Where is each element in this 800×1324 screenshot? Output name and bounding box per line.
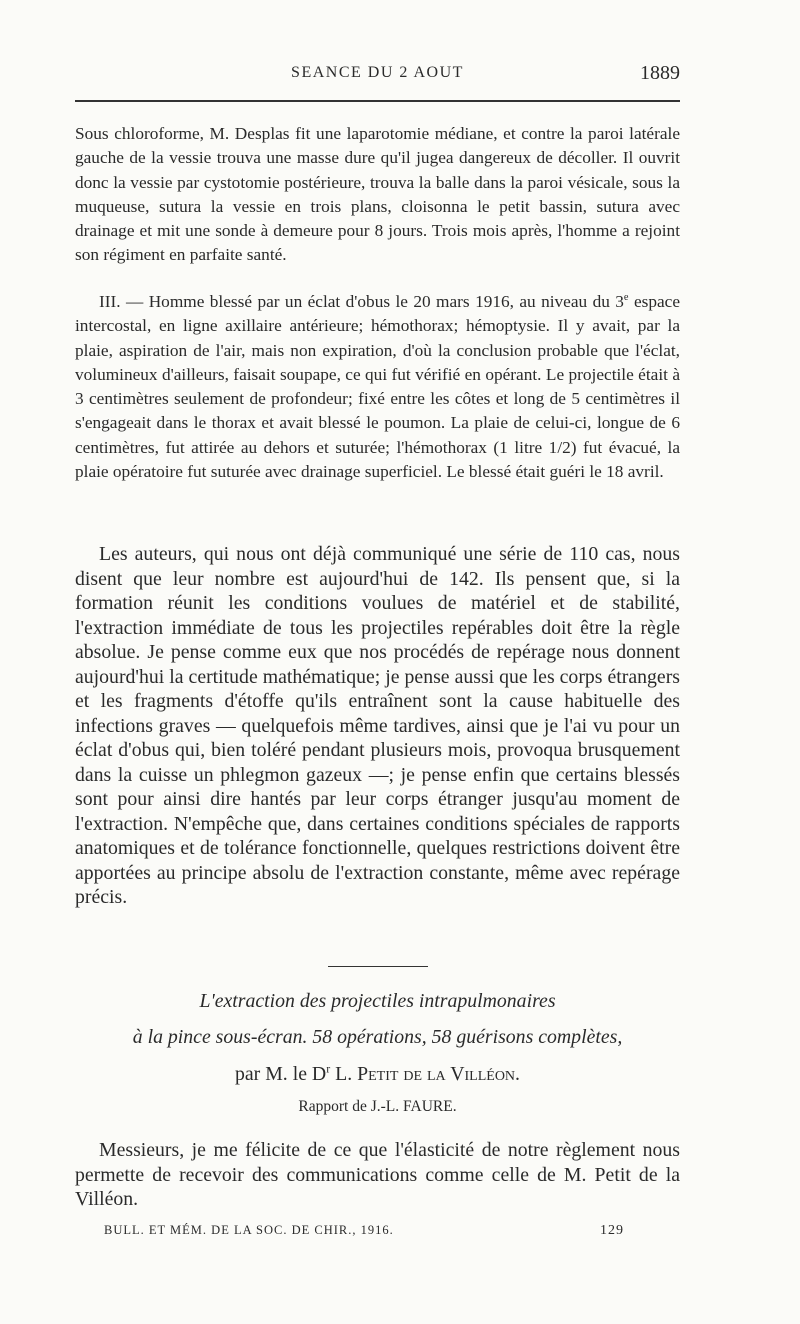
header-title: SEANCE DU 2 AOUT <box>291 64 464 81</box>
byline-prefix: par M. le D <box>235 1063 327 1085</box>
footer-number: 129 <box>600 1223 624 1238</box>
section-separator <box>328 966 428 967</box>
paragraph-case-iii-rest: espace intercostal, en ligne axillaire antérieure; hémothorax; hémoptysie. Il y avait, par la plaie, aspiration de l'air, mais non expiration, d'où la conclusion probable que l'éclat, volumineux d'ailleurs, faisait soupape, ce qui fut vérifié en opérant. Le projectile était à 3 centimètres seulement de profondeur; fixé entre les côtes et long de 5 centimètres il s'engageait dans le thorax et avait blessé le poumon. La plaie de celui-ci, longue de 6 centimètres, fut attirée au dehors et suturée; l'hémothorax (1 litre 1/2) fut évacué, la plaie opératoire fut suturée avec drainage superficiel. Le blessé était guéri le 18 avril. <box>75 292 680 482</box>
footer-journal: BULL. ET MÉM. DE LA SOC. DE CHIR., 1916. <box>104 1223 394 1237</box>
ordinal-superscript: e <box>623 292 629 304</box>
header-page-number: 1889 <box>640 62 680 84</box>
rapport-line: Rapport de J.-L. FAURE. <box>298 1098 457 1115</box>
page-footer <box>104 1223 624 1245</box>
header-rule <box>75 100 680 102</box>
paragraph-opening: Messieurs, je me félicite de ce que l'élasticité de notre règlement nous permette de recevoir des communications comme celle de M. Petit de la Villéon. <box>75 1139 680 1210</box>
byline-superscript: r <box>326 1061 331 1076</box>
paragraph-case-ii-continued: Sous chloroforme, M. Desplas fit une laparotomie médiane, et contre la paroi latérale gauche de la vessie trouva une masse dure qu'il jugea dangereux de décoller. Il ouvrit donc la vessie par cystotomie postérieure, trouva la balle dans la paroi vésicale, sous la muqueuse, sutura la vessie en trois plans, cloisonna le petit bassin, sutura avec drainage et mit une sonde à demeure pour 8 jours. Trois mois après, l'homme a rejoint son régiment en parfaite santé. <box>75 124 680 265</box>
article-byline <box>75 1063 680 1086</box>
byline-author-name: Petit de la Villéon. <box>357 1063 520 1085</box>
article-title-line-2: à la pince sous-écran. 58 opérations, 58 guérisons complètes, <box>132 1026 623 1048</box>
byline-initial: L. <box>330 1063 358 1085</box>
paragraph-case-iii-start: III. — Homme blessé par un éclat d'obus le 20 mars 1916, au niveau du 3 <box>99 292 624 311</box>
paragraph-case-iii <box>75 290 680 484</box>
article-title-line-1: L'extraction des projectiles intrapulmonaires <box>199 990 556 1012</box>
running-header <box>75 64 680 92</box>
paragraph-discussion: Les auteurs, qui nous ont déjà communiqué une série de 110 cas, nous disent que leur nombre est aujourd'hui de 142. Ils pensent que, si la formation réunit les conditions voulues de matériel et de stabilité, l'extraction immédiate de tous les projectiles repérables doit être la règle absolue. Je pense comme eux que nos procédés de repérage nous donnent aujourd'hui la certitude mathématique; je pense aussi que les corps étrangers et les fragments d'étoffe qu'ils entraînent sont la cause habituelle des infections graves — quelquefois même tardives, ainsi que je l'ai vu pour un éclat d'obus qui, bien toléré pendant plusieurs mois, provoqua brusquement dans la cuisse un phlegmon gazeux —; je pense enfin que certains blessés sont pour ainsi dire hantés par leur corps étranger jusqu'au moment de l'extraction. N'empêche que, dans certaines conditions spéciales de rapports anatomiques et de tolérance fonctionnelle, quelques restrictions doivent être apportées au principe absolu de l'extraction constante, même avec repérage précis. <box>75 543 680 908</box>
